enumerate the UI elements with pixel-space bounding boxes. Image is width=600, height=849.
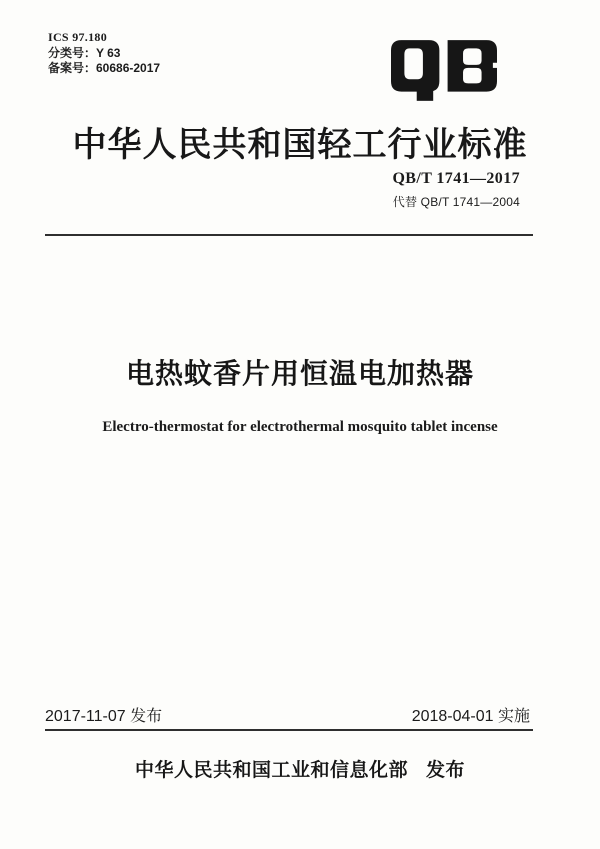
document-title-cn: 电热蚊香片用恒温电加热器: [125, 358, 474, 389]
qb-logo-icon: [391, 40, 497, 102]
standard-code: QB/T 1741—2017: [392, 170, 520, 187]
top-rule: [45, 234, 533, 236]
publish-label: 发布: [426, 760, 466, 781]
issuer-row: [0, 755, 600, 782]
issuer-name: 中华人民共和国工业和信息化部: [134, 760, 408, 781]
issue-date: 2017-11-07 发布: [45, 708, 163, 725]
ics-number: ICS 97.180: [48, 30, 108, 44]
dates-row: [45, 703, 530, 726]
standard-series-title: 中华人民共和国轻工行业标准: [72, 126, 528, 164]
standard-code-block: [392, 170, 520, 210]
classification-number: 分类号：Y 63: [48, 45, 121, 60]
replaces-note: 代替 QB/T 1741—2004: [392, 195, 520, 209]
record-number: 备案号：60686-2017: [48, 61, 161, 75]
bottom-rule: [45, 729, 533, 731]
document-title-en: Electro-thermostat for electrothermal mosquito tablet incense: [102, 419, 498, 435]
implementation-date: 2018-04-01 实施: [411, 708, 530, 725]
meta-block: [48, 30, 160, 77]
